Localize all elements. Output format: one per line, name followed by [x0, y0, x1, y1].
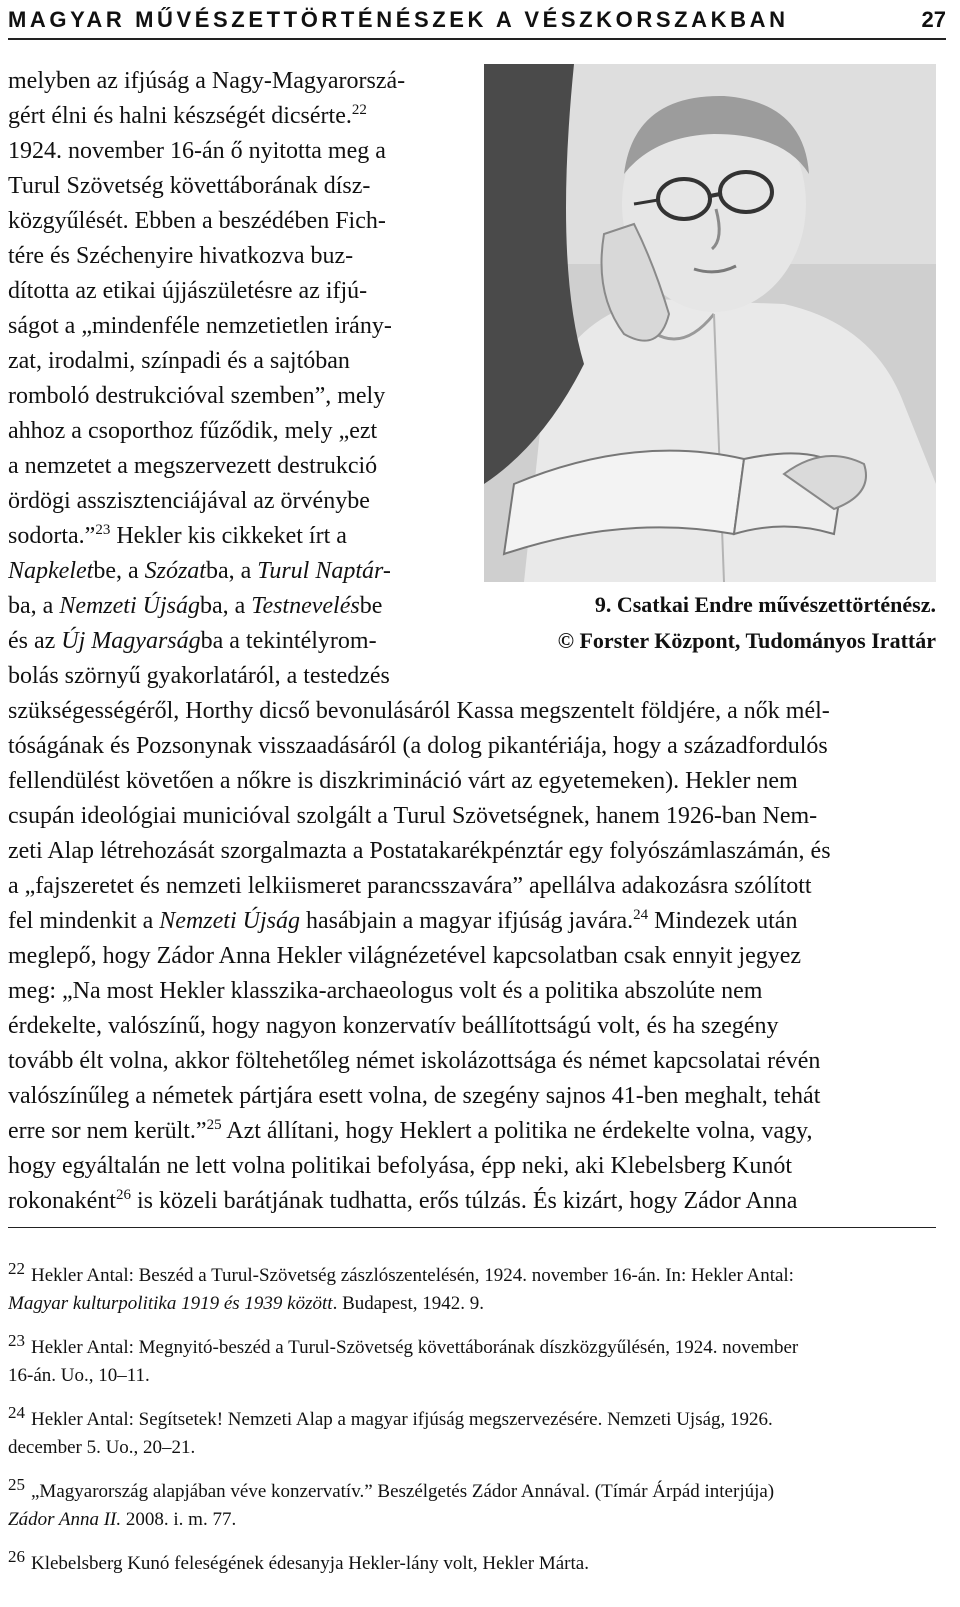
- text-line: romboló destrukcióval szemben”, mely: [8, 383, 386, 409]
- running-header: [8, 4, 946, 40]
- text-line: bolás szörnyű gyakorlatáról, a testedzés: [8, 663, 390, 689]
- footnote-25-cont: Zádor Anna II. 2008. i. m. 77.: [8, 1509, 237, 1530]
- footnote-22-cont: Magyar kulturpolitika 1919 és 1939 között. Budapest, 1942. 9.: [8, 1293, 485, 1314]
- footnote-divider: [8, 1227, 936, 1228]
- footnote-23: 23 Hekler Antal: Megnyitó-beszéd a Turul-Szövetség követtáborának díszközgyűlésén, 1924. november: [8, 1331, 799, 1358]
- footnote-ref[interactable]: 23: [95, 522, 111, 538]
- text-line: a „fajszeretet és nemzeti lelkiismeret parancsszavára” apellálva adakozásra szólított: [8, 873, 812, 899]
- page-number: 27: [921, 7, 946, 32]
- footnote-23-cont: 16-án. Uo., 10–11.: [8, 1365, 150, 1386]
- text-line: rokonaként$^{26}$ is közeli barátjának tudhatta, erős túlzás. És kizárt, hogy Zádor Anna: [8, 1187, 798, 1214]
- text-line: zat, irodalmi, színpadi és a sajtóban: [8, 348, 350, 374]
- text-line: és az Új Magyarságba a tekintélyrom-: [8, 628, 377, 654]
- text-line: csupán ideológiai municióval szolgált a Turul Szövetségnek, hanem 1926-ban Nem-: [8, 803, 818, 829]
- text-line: ba, a Nemzeti Újságba, a Testnevelésbe: [8, 593, 383, 619]
- text-line: fel mindenkit a Nemzeti Újság hasábjain a magyar ifjúság javára.$^{24}$ Mindezek után: [8, 907, 798, 934]
- footnote-24-cont: december 5. Uo., 20–21.: [8, 1437, 196, 1458]
- text-line: tóságának és Pozsonynak visszaadásáról (a dolog pikantériája, hogy a századfordulós: [8, 733, 828, 759]
- text-line: valószínűleg a németek pártjára esett volna, de szegény sajnos 41-ben meghalt, tehát: [8, 1083, 821, 1109]
- footnote-26: 26 Klebelsberg Kunó feleségének édesanyja Hekler-lány volt, Hekler Márta.: [8, 1547, 589, 1574]
- figure-caption-title: 9. Csatkai Endre művészettörténész.: [594, 592, 936, 617]
- footnote-ref[interactable]: 25: [206, 1117, 222, 1133]
- text-line: érdekelte, valószínű, hogy nagyon konzervatív beállítottságú volt, és ha szegény: [8, 1013, 779, 1039]
- text-line: tére és Széchenyire hivatkozva buz-: [8, 243, 354, 269]
- text-line: szükségességéről, Horthy dicső bevonulásáról Kassa megszentelt földjére, a nők mél-: [8, 698, 830, 724]
- footnote-22: 22 Hekler Antal: Beszéd a Turul-Szövetség zászlószentelésén, 1924. november 16-án. In: Hekler Antal:: [8, 1259, 794, 1286]
- figure-caption-credit: © Forster Központ, Tudományos Irattár: [557, 628, 936, 653]
- text-line: közgyűlését. Ebben a beszédében Fich-: [8, 208, 386, 234]
- text-line: a nemzetet a megszervezett destrukció: [8, 453, 378, 479]
- text-line: melyben az ifjúság a Nagy-Magyarorszá-: [8, 68, 406, 94]
- footnote-ref[interactable]: 26: [115, 1187, 131, 1203]
- running-header-title: MAGYAR MŰVÉSZETTÖRTÉNÉSZEK A VÉSZKORSZAKBAN: [8, 7, 789, 32]
- text-line: Turul Szövetség követtáborának dísz-: [8, 173, 371, 199]
- text-line: dította az etikai újjászületésre az ifjú-: [8, 278, 368, 304]
- text-line: ördögi asszisztenciájával az örvénybe: [8, 488, 370, 514]
- footnote-24: 24 Hekler Antal: Segítsetek! Nemzeti Alap a magyar ifjúság megszervezésére. Nemzeti Ujság, 1926.: [8, 1403, 773, 1430]
- text-line: meg: „Na most Hekler klasszika-archaeologus volt és a politika abszolúte nem: [8, 978, 763, 1004]
- text-line: meglepő, hogy Zádor Anna Hekler világnézetével kapcsolatban csak ennyit jegyez: [8, 943, 802, 969]
- portrait-photo: [484, 64, 936, 582]
- text-line: erre sor nem került.”$^{25}$ Azt állítani, hogy Heklert a politika ne érdekelte volna, vagy,: [8, 1117, 813, 1144]
- text-line: hogy egyáltalán ne lett volna politikai befolyása, épp neki, aki Klebelsberg Kunót: [8, 1153, 793, 1179]
- text-line: 1924. november 16-án ő nyitotta meg a: [8, 138, 386, 164]
- footnote-ref[interactable]: 22: [351, 102, 367, 118]
- text-line: ságot a „mindenféle nemzetietlen irány-: [8, 313, 392, 339]
- text-line: ahhoz a csoporthoz fűződik, mely „ezt: [8, 418, 378, 444]
- footnote-25: 25 „Magyarország alapjában véve konzervatív.” Beszélgetés Zádor Annával. (Tímár Árpád interjúja): [8, 1475, 775, 1502]
- text-line: gért élni és halni készségét dicsérte.$^{22}$: [8, 102, 367, 129]
- text-line: sodorta.”$^{23}$ Hekler kis cikkeket írt a: [8, 522, 347, 549]
- text-line: Napkeletbe, a Szózatba, a Turul Naptár-: [8, 558, 391, 584]
- footnote-ref[interactable]: 24: [633, 907, 649, 923]
- text-line: fellendülést követően a nőkre is diszkrimináció várt az egyetemeken). Hekler nem: [8, 768, 798, 794]
- text-line: tovább élt volna, akkor föltehetőleg német iskolázottsága és német kapcsolatai révén: [8, 1048, 821, 1074]
- text-line: zeti Alap létrehozását szorgalmazta a Postatakarékpénztár egy folyószámlaszámán, és: [8, 838, 831, 864]
